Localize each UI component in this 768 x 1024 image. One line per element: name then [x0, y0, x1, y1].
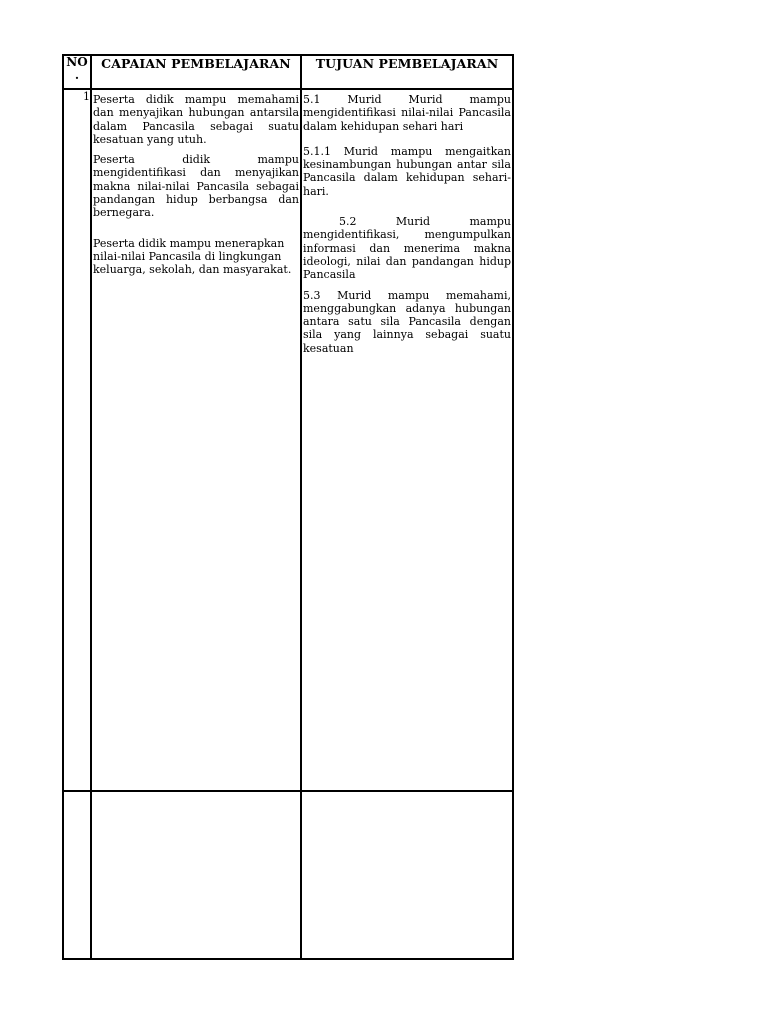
tujuan-item: 5.2 Murid mampu mengidentifikasi, mengumpulkan informasi dan menerima makna ideologi, nilai dan pandangan hidup Pancasila	[303, 215, 511, 282]
header-tujuan-pembelajaran: TUJUAN PEMBELAJARAN	[301, 55, 513, 89]
tujuan-cell	[301, 89, 513, 791]
capaian-item: Peserta didik mampu memahami dan menyajikan hubungan antarsila dalam Pancasila sebagai suatu kesatuan yang utuh.	[93, 93, 299, 146]
table-row	[63, 791, 513, 959]
tujuan-item: 5.3 Murid mampu memahami, menggabungkan adanya hubungan antara satu sila Pancasila dengan sila yang lainnya sebagai suatu kesatuan	[303, 288, 511, 355]
header-capaian-pembelajaran: CAPAIAN PEMBELAJARAN	[91, 55, 301, 89]
capaian-cell-empty	[91, 791, 301, 959]
row-number: 1	[63, 89, 91, 791]
header-no: NO .	[63, 55, 91, 89]
table-header-row	[63, 55, 513, 89]
learning-outcomes-table	[62, 54, 514, 960]
tujuan-cell-empty	[301, 791, 513, 959]
capaian-item: Peserta didik mampu mengidentifikasi dan menyajikan makna nilai-nilai Pancasila sebagai pandangan hidup berbangsa dan bernegara.	[93, 153, 299, 220]
table-row	[63, 89, 513, 791]
tujuan-item: 5.1 Murid Murid mampu mengidentifikasi nilai-nilai Pancasila dalam kehidupan sehari hari	[303, 93, 511, 133]
tujuan-item: 5.1.1 Murid mampu mengaitkan kesinambungan hubungan antar sila Pancasila dalam kehidupan sehari-hari.	[303, 144, 511, 198]
capaian-item: Peserta didik mampu menerapkan nilai-nilai Pancasila di lingkungan keluarga, sekolah, dan masyarakat.	[93, 236, 292, 277]
capaian-cell	[91, 89, 301, 791]
row-number-empty	[63, 791, 91, 959]
